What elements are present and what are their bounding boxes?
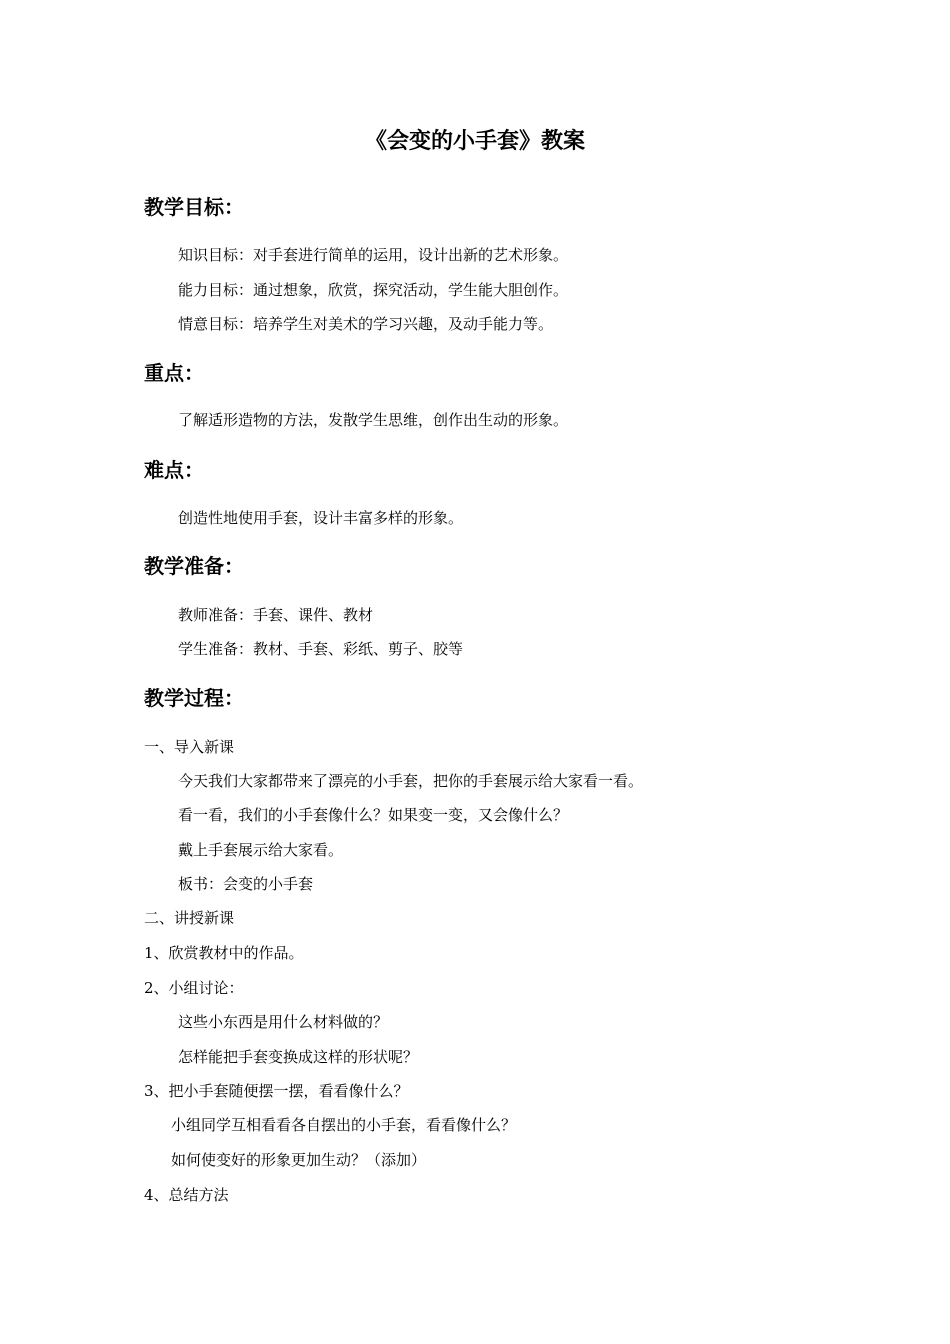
- process-line: 4、总结方法: [144, 1186, 229, 1204]
- process-line: 板书：会变的小手套: [178, 875, 314, 893]
- objective-emotion: 情意目标：培养学生对美术的学习兴趣，及动手能力等。: [178, 315, 554, 333]
- key-point-heading: 重点：: [144, 361, 204, 385]
- process-line: 3、把小手套随便摆一摆，看看像什么？: [144, 1082, 409, 1100]
- preparation-heading: 教学准备：: [144, 554, 244, 578]
- objective-ability: 能力目标：通过想象，欣赏，探究活动，学生能大胆创作。: [178, 281, 569, 299]
- process-line: 小组同学互相看看各自摆出的小手套，看看像什么？: [171, 1116, 517, 1134]
- key-point-text: 了解适形造物的方法，发散学生思维，创作出生动的形象。: [178, 411, 569, 429]
- process-line: 看一看，我们的小手套像什么？如果变一变，又会像什么？: [178, 806, 569, 824]
- process-step-intro: 一、导入新课: [144, 738, 235, 756]
- preparation-teacher: 教师准备：手套、课件、教材: [178, 606, 374, 624]
- process-heading: 教学过程：: [144, 686, 244, 710]
- document-title: 《会变的小手套》教案: [364, 129, 585, 154]
- process-line: 这些小东西是用什么材料做的？: [178, 1013, 389, 1031]
- process-line: 今天我们大家都带来了漂亮的小手套，把你的手套展示给大家看一看。: [178, 772, 644, 790]
- process-line: 1、欣赏教材中的作品。: [144, 944, 304, 962]
- objectives-heading: 教学目标：: [144, 195, 244, 219]
- process-line: 戴上手套展示给大家看。: [178, 841, 344, 859]
- process-step-new-lesson: 二、讲授新课: [144, 909, 235, 927]
- process-line: 怎样能把手套变换成这样的形状呢？: [178, 1048, 419, 1066]
- process-line: 如何使变好的形象更加生动？（添加）: [171, 1151, 427, 1169]
- objective-knowledge: 知识目标：对手套进行简单的运用，设计出新的艺术形象。: [178, 246, 569, 264]
- preparation-student: 学生准备：教材、手套、彩纸、剪子、胶等: [178, 640, 464, 658]
- process-line: 2、小组讨论：: [144, 979, 244, 997]
- difficulty-text: 创造性地使用手套，设计丰富多样的形象。: [178, 509, 464, 527]
- difficulty-heading: 难点：: [144, 458, 204, 482]
